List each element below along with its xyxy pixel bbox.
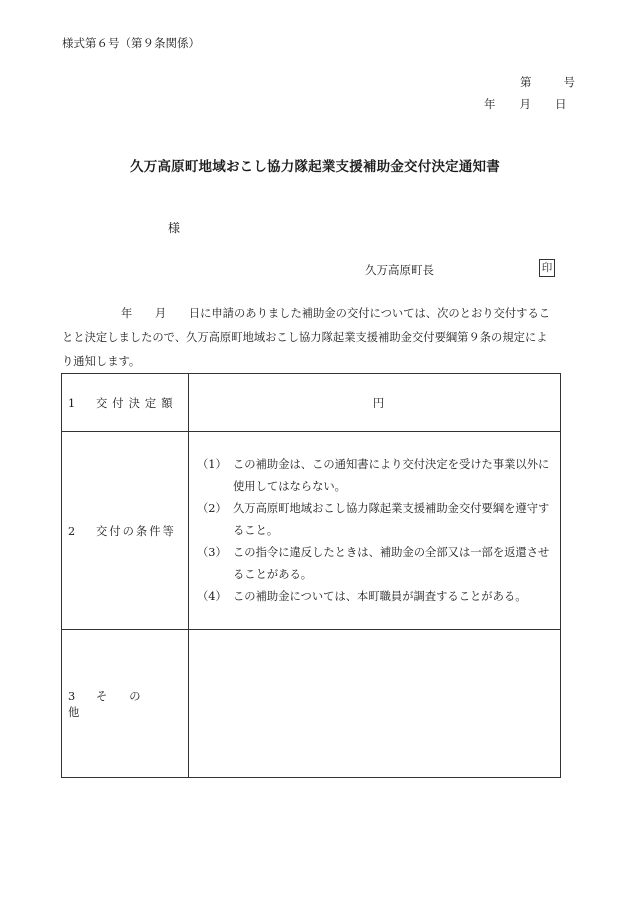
body-line-1: 年 月 日に申請のありました補助金の交付については、次のとおり交付するこ [121,307,551,320]
decision-table [61,373,561,778]
form-number: 様式第６号（第９条関係） [62,36,200,50]
notice-body [62,302,567,374]
table-row-amount [62,374,561,432]
recipient-honorific: 様 [168,221,181,235]
table-row-other [62,630,561,778]
condition-item: （3） この指令に違反したときは、補助金の全部又は一部を返還させることがある。 [197,545,550,581]
document-title: 久万高原町地域おこし協力隊起業支援補助金交付決定通知書 [130,159,500,175]
condition-item: （2） 久万高原町地域おこし協力隊起業支援補助金交付要綱を遵守すること。 [197,501,550,537]
issue-date [484,96,567,112]
date-year: 年 [484,97,496,111]
table-row-conditions [62,432,561,630]
document-number [520,74,575,90]
date-day: 日 [555,97,567,111]
row-number: 3 [68,689,76,703]
row-number: 1 [68,396,76,410]
amount-label: 交付決定額 [96,396,178,410]
seal-mark: 印 [539,259,555,277]
body-line-2: とと決定しましたので、久万高原町地域おこし協力隊起業支援補助金交付要綱第９条の規定によ [62,331,548,344]
amount-label-cell [62,374,189,432]
other-label: その他 [68,689,163,719]
doc-number-prefix: 第 [520,75,532,89]
conditions-label-cell [62,432,189,630]
conditions-list [197,454,560,608]
body-line-3: り通知します。 [62,355,141,368]
date-month: 月 [519,97,531,111]
condition-item: （4） この補助金については、本町職員が調査することがある。 [197,589,527,603]
doc-number-suffix: 号 [563,75,575,89]
conditions-label: 交付の条件等 [96,524,176,538]
row-number: 2 [68,524,76,538]
other-label-cell [62,630,189,778]
conditions-value-cell [189,432,561,630]
issuer-name: 久万高原町長 [365,263,434,277]
other-value-cell [189,630,561,778]
amount-value-cell [189,374,561,432]
condition-item: （1） この補助金は、この通知書により交付決定を受けた事業以外に使用してはならない。 [197,457,550,493]
yen-unit: 円 [372,396,385,410]
